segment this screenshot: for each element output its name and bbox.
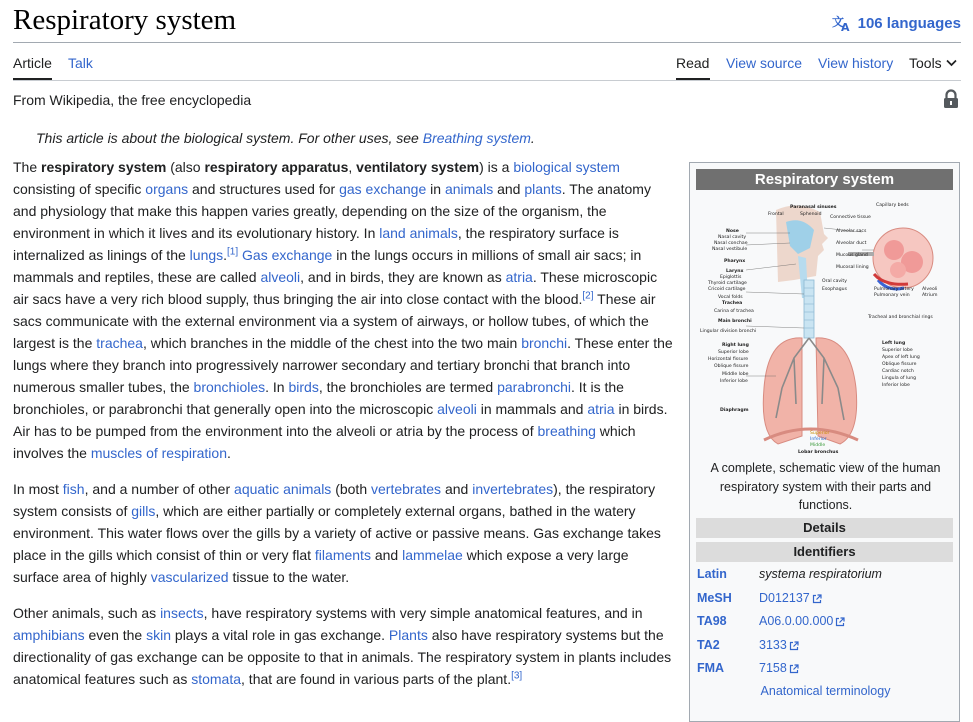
citation-link[interactable]: [1] [227,246,239,258]
svg-text:Cricoid cartilage: Cricoid cartilage [708,287,746,292]
text-run: . [223,247,228,263]
text-run: in the lungs occurs in millions of small air sacs; in mammals and reptiles, these are called [13,247,642,285]
text-run: , [348,159,357,175]
hatnote: This article is about the biological system. For other uses, see Breathing system. [36,130,535,146]
svg-text:Oblique fissure: Oblique fissure [714,364,749,369]
article-link[interactable]: lammelae [402,547,463,563]
article-link[interactable]: alveoli [437,401,477,417]
article-link[interactable]: lungs [189,247,224,263]
article-link[interactable]: gills [131,503,156,519]
article-body [13,156,673,704]
svg-text:A: A [840,21,850,32]
svg-text:Right lung: Right lung [722,343,749,348]
article-link[interactable]: breathing [537,423,596,439]
svg-text:Esophagus: Esophagus [822,287,847,292]
infobox-row [697,588,954,608]
text-run: and [370,547,403,563]
text-run: (both [331,481,372,497]
infobox-row [697,658,954,678]
text-run: in [426,181,445,197]
text-run: ), the respiratory system consists of [13,481,656,519]
title-divider [13,42,961,43]
text-run: In most [13,481,63,497]
article-link[interactable]: filaments [314,547,371,563]
article-link[interactable]: atria [505,269,533,285]
tab-view-history[interactable]: View history [818,55,894,71]
text-run: plays a vital role in gas exchange. [171,627,389,643]
article-link[interactable]: land animals [379,225,458,241]
article-link[interactable]: parabronchi [497,379,572,395]
lock-icon[interactable] [943,89,959,109]
article-link[interactable]: Plants [388,627,428,643]
svg-text:Connective tissue: Connective tissue [830,215,871,220]
article-link[interactable]: insects [160,605,204,621]
languages-label: 106 languages [857,14,961,32]
svg-text:Lingular division bronchi: Lingular division bronchi [700,329,757,334]
svg-text:Pulmonary artery: Pulmonary artery [874,287,914,292]
languages-button[interactable] [832,14,961,32]
text-run: in birds. Air has to be pumped from the environment into the alveoli or atria by the process of [13,401,668,439]
infobox-row-label[interactable]: TA2 [697,638,720,652]
external-link-icon [789,664,799,674]
article-link[interactable]: gas exchange [339,181,427,197]
infobox-identifiers-header: Identifiers [696,542,953,562]
infobox-details-header[interactable]: Details [696,518,953,538]
infobox-row-label[interactable]: MeSH [697,591,732,605]
svg-text:Alveolar duct: Alveolar duct [836,241,867,246]
tabs-divider [13,80,961,81]
svg-text:Middle lobe: Middle lobe [722,372,749,377]
text-run: even the [84,627,147,643]
site-tagline: From Wikipedia, the free encyclopedia [13,92,252,108]
tools-menu[interactable] [909,55,957,71]
external-link-icon [812,594,822,604]
article-link[interactable]: bronchi [521,335,568,351]
svg-text:文: 文 [831,15,844,29]
svg-text:Oral cavity: Oral cavity [822,279,847,284]
svg-text:Nose: Nose [726,229,739,234]
svg-text:Mucosal lining: Mucosal lining [836,265,869,270]
text-run: consisting of specific [13,181,146,197]
svg-text:Main bronchi: Main bronchi [718,319,752,324]
article-paragraph [13,156,673,464]
infobox [689,162,960,722]
svg-text:Pharynx: Pharynx [724,259,746,264]
svg-text:Superior lobe: Superior lobe [882,348,913,353]
svg-text:Pulmonary vein: Pulmonary vein [874,293,910,298]
svg-text:Thyroid cartilage: Thyroid cartilage [708,281,747,286]
hatnote-link[interactable]: Breathing system [422,130,531,146]
citation-link[interactable]: [3] [511,670,523,682]
svg-text:Nasal vestibule: Nasal vestibule [712,247,748,252]
svg-text:Capillary beds: Capillary beds [876,203,909,208]
article-link[interactable]: aquatic animals [234,481,332,497]
infobox-row [697,635,954,655]
infobox-row-label[interactable]: Latin [697,567,727,581]
text-run: , the bronchioles are termed [318,379,498,395]
article-paragraph [13,478,673,588]
article-link[interactable]: atria [587,401,615,417]
svg-text:Nasal conchae: Nasal conchae [714,241,748,246]
text-run: . In [265,379,289,395]
article-link[interactable]: animals [444,181,494,197]
text-run: (also [166,159,205,175]
article-link[interactable]: biological system [513,159,620,175]
svg-text:Apex of left lung: Apex of left lung [882,355,920,360]
infobox-row-value[interactable]: 7158 [759,658,799,678]
text-run: . These enter the lungs where they branch into progressively narrower secondary and tertiary bronchi that branch into numerous smaller tubes, the [13,335,673,395]
text-run: which expose a very large surface area of highly [13,547,629,585]
svg-text:Alveoli: Alveoli [922,287,938,292]
article-link[interactable]: vertebrates [371,481,442,497]
bold-term: respiratory apparatus [204,159,349,175]
svg-text:Nasal cavity: Nasal cavity [718,235,747,240]
infobox-row-value: systema respiratorium [759,567,882,581]
svg-text:Diaphragm: Diaphragm [720,408,749,413]
svg-text:Frontal: Frontal [768,212,784,217]
tab-article[interactable]: Article [13,55,52,71]
text-run: in mammals and [476,401,588,417]
text-run: , the respiratory surface is internalized as linings of the [13,225,619,263]
svg-text:Superior lobe: Superior lobe [718,350,749,355]
article-link[interactable]: vascularized [150,569,229,585]
svg-text:Vocal folds: Vocal folds [718,295,743,300]
text-run: , have respiratory systems with very simple anatomical features, and in [203,605,643,621]
chevron-down-icon [946,59,957,67]
text-run: ) is a [479,159,514,175]
article-link[interactable]: muscles of respiration [90,445,227,461]
article-link[interactable]: Gas exchange [242,247,333,263]
text-run: and [493,181,525,197]
svg-text:Larynx: Larynx [726,269,744,274]
infobox-row [697,611,954,631]
svg-text:Atrium: Atrium [922,293,938,298]
infobox-row-label[interactable]: TA98 [697,614,727,628]
svg-text:Middle: Middle [810,443,826,448]
infobox-row [697,564,954,584]
text-run: . These microscopic air sacs have a very rich blood supply, thus bringing the air into close contact with the blood. [13,269,658,307]
text-run: The [13,159,42,175]
diagram-label: Paranasal sinuses [790,205,837,210]
article-link[interactable]: bronchioles [193,379,266,395]
article-link[interactable]: amphibians [13,627,85,643]
text-run: These air sacs communicate with the external environment via a system of airways, or hollow tubes, of which the largest is the [13,291,656,351]
text-run: also have respiratory systems but the directionality of gas exchange can be opposite to that in animals. The respiratory system in plants includes anatomical features such as [13,627,672,687]
article-link[interactable]: plants [524,181,562,197]
svg-text:Mucous gland: Mucous gland [836,253,868,258]
svg-text:Inferior lobe: Inferior lobe [720,379,748,384]
text-run: , that are found in various parts of the plant. [241,671,512,687]
article-link[interactable]: organs [145,181,189,197]
svg-text:Horizontal fissure: Horizontal fissure [708,357,749,362]
infobox-row-value[interactable]: D012137 [759,588,822,608]
page-title: Respiratory system [13,4,237,36]
svg-text:Lobar bronchus: Lobar bronchus [798,450,839,455]
text-run: , which branches in the middle of the chest into the two main [142,335,522,351]
bold-term: respiratory system [41,159,167,175]
citation-link[interactable]: [2] [582,290,594,302]
infobox-row-label[interactable]: FMA [697,661,725,675]
svg-text:Lingula of lung: Lingula of lung [882,376,917,381]
text-run: . It is the bronchioles, or parabronchi that generally open into the microscopic [13,379,624,417]
text-run: , which are either partially or completely external organs, bathed in the watery environment. This water flows over the gills by a variety of active or passive means. Gas exchange takes place in the gills which consist of thin or very flat [13,503,661,563]
text-run: , and a number of other [84,481,235,497]
anatomical-terminology-link[interactable]: Anatomical terminology [760,684,891,698]
tab-read[interactable]: Read [676,55,710,71]
article-link[interactable]: skin [146,627,172,643]
svg-text:Cardiac notch: Cardiac notch [882,369,914,374]
text-run: . The anatomy and physiology that make this happen varies greatly, depending on the size of the organism, the environment in which it lives and its evolutionary history. In [13,181,651,241]
respiratory-diagram[interactable] [698,198,952,456]
svg-text:Epiglottis: Epiglottis [720,275,742,280]
translate-icon [832,14,852,32]
infobox-title: Respiratory system [696,169,953,190]
svg-text:Alveolar sacs: Alveolar sacs [836,229,867,234]
text-run: . [227,445,231,461]
article-link[interactable]: alveoli [260,269,301,285]
external-link-icon [835,617,845,627]
article-link[interactable]: fish [62,481,85,497]
svg-text:Oblique fissure: Oblique fissure [882,362,917,367]
infobox-row-value[interactable]: A06.0.00.000 [759,611,845,631]
svg-text:Carina of trachea: Carina of trachea [714,309,754,314]
external-link-icon [789,641,799,651]
svg-text:Inferior lobe: Inferior lobe [882,383,910,388]
article-paragraph [13,602,673,690]
tab-talk[interactable]: Talk [68,55,93,71]
svg-text:Superior: Superior [810,431,830,436]
infobox-row-value[interactable]: 3133 [759,635,799,655]
bold-term: ventilatory system [356,159,480,175]
text-run: Other animals, such as [13,605,161,621]
infobox-caption: A complete, schematic view of the human respiratory system with their parts and functions. [710,461,941,512]
text-run: and structures used for [188,181,340,197]
svg-text:Trachea: Trachea [722,301,743,306]
text-run: tissue to the water. [228,569,350,585]
svg-text:Left lung: Left lung [882,341,906,346]
tools-label: Tools [909,55,942,71]
article-link[interactable]: invertebrates [472,481,554,497]
text-run: which involves the [13,423,636,461]
svg-text:Inferior: Inferior [810,437,827,442]
text-run: , and in birds, they are known as [300,269,506,285]
article-link[interactable]: trachea [96,335,143,351]
svg-text:Sphenoid: Sphenoid [800,212,822,217]
article-link[interactable]: stomata [191,671,242,687]
svg-text:Tracheal and bronchial rings: Tracheal and bronchial rings [868,315,933,320]
article-link[interactable]: birds [288,379,319,395]
text-run: and [441,481,473,497]
tab-view-source[interactable]: View source [726,55,803,71]
